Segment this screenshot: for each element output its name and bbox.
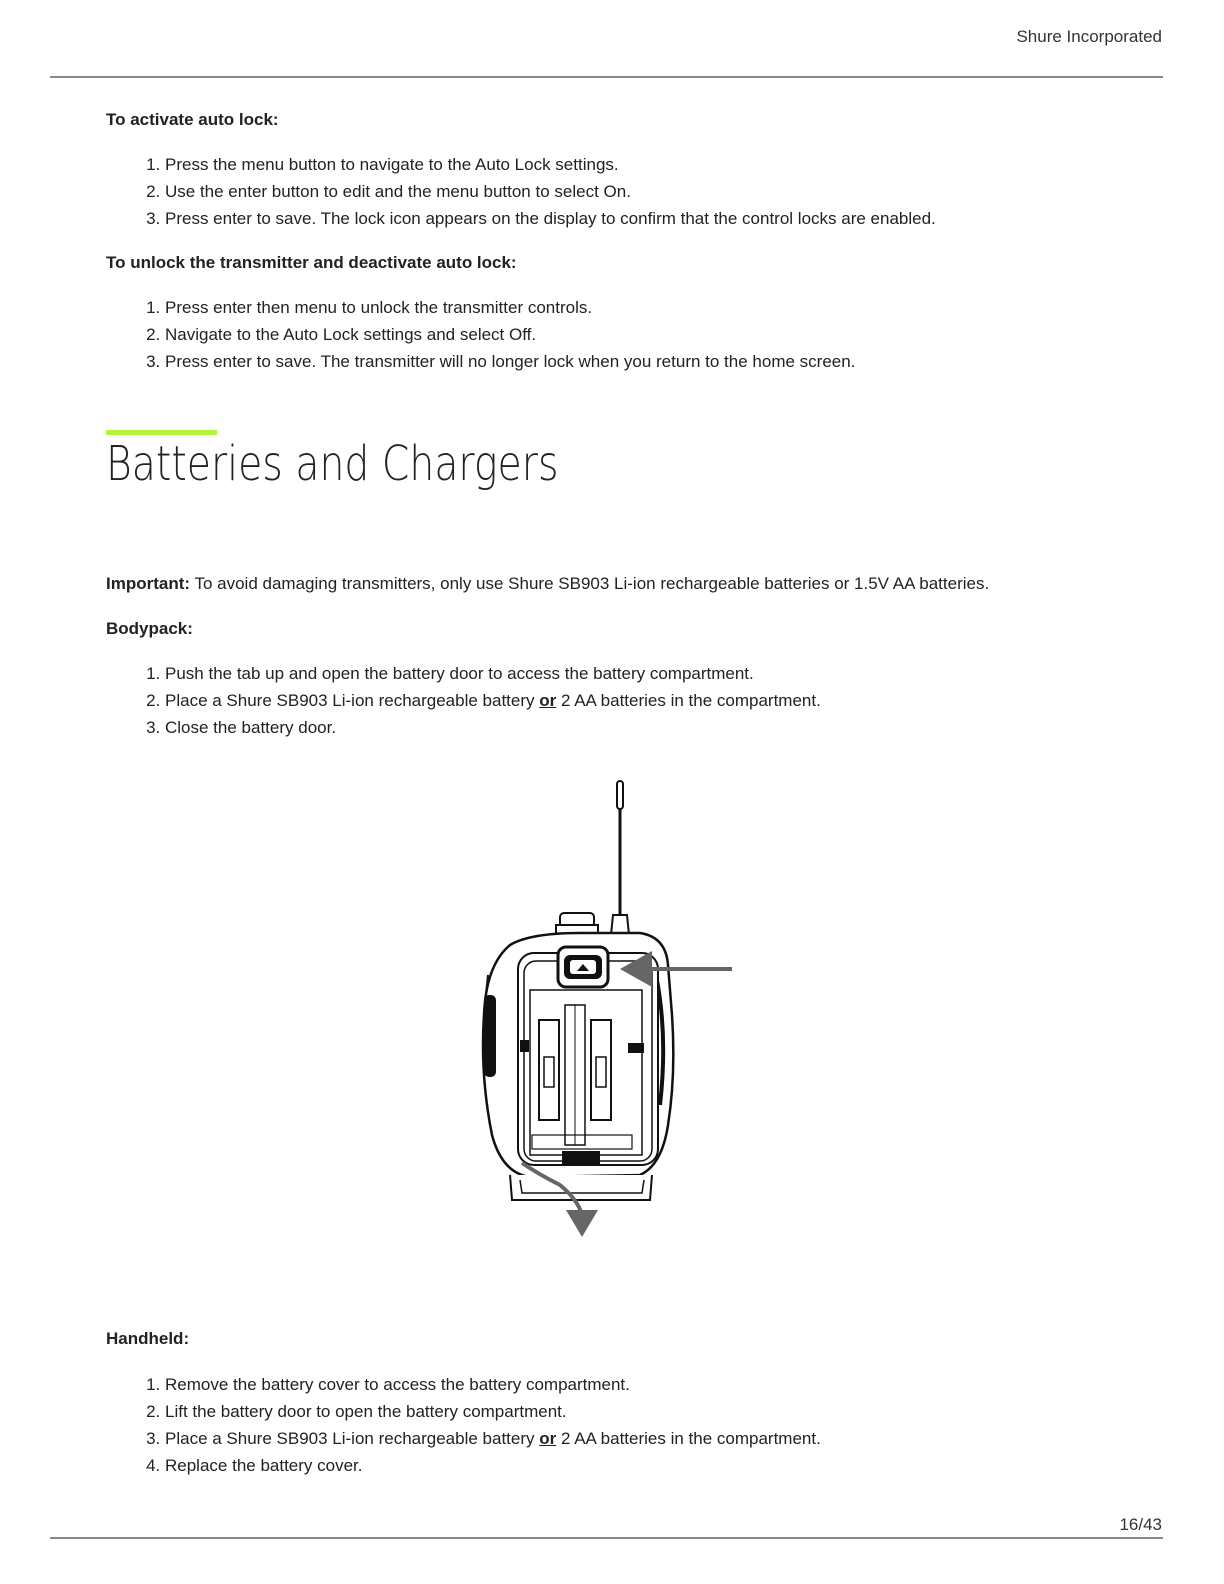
antenna-icon xyxy=(611,781,629,935)
list-item: 2. Use the enter button to edit and the menu button to select On. xyxy=(165,178,936,205)
list-item: 3. Press enter to save. The transmitter will no longer lock when you return to the home screen. xyxy=(165,348,855,375)
important-text: To avoid damaging transmitters, only use Shure SB903 Li-ion rechargeable batteries or 1.5V AA batteries. xyxy=(190,574,990,593)
bodypack-steps xyxy=(106,660,821,741)
activate-steps xyxy=(106,151,936,232)
handheld-steps xyxy=(106,1371,821,1479)
list-item: 4. Replace the battery cover. xyxy=(165,1452,821,1479)
bodypack-battery-illustration xyxy=(470,775,750,1245)
section-accent-bar xyxy=(106,430,217,435)
step-text-pre: Place a Shure SB903 Li-ion rechargeable battery xyxy=(165,1429,540,1448)
step-text-post: 2 AA batteries in the compartment. xyxy=(556,1429,821,1448)
list-item xyxy=(165,1425,821,1452)
handheld-heading: Handheld: xyxy=(106,1329,190,1348)
deactivate-steps xyxy=(106,294,855,375)
list-item: 1. Press enter then menu to unlock the transmitter controls. xyxy=(165,294,855,321)
list-item: 1. Press the menu button to navigate to the Auto Lock settings. xyxy=(165,151,936,178)
footer-divider xyxy=(50,1537,1163,1539)
step-text-emphasis: or xyxy=(539,691,557,710)
section-title: Batteries and Chargers xyxy=(106,436,559,492)
battery-door-tab-icon xyxy=(558,947,608,987)
important-note xyxy=(106,574,989,594)
deactivate-heading: To unlock the transmitter and deactivate auto lock: xyxy=(106,253,517,272)
list-item: 2. Navigate to the Auto Lock settings and select Off. xyxy=(165,321,855,348)
step-text-post: 2 AA batteries in the compartment. xyxy=(556,691,821,710)
step-text-pre: Place a Shure SB903 Li-ion rechargeable battery xyxy=(165,691,540,710)
page-number: 16/43 xyxy=(1119,1515,1162,1534)
header-divider xyxy=(50,76,1163,78)
list-item: 1. Remove the battery cover to access the battery compartment. xyxy=(165,1371,821,1398)
header-company: Shure Incorporated xyxy=(1016,27,1162,46)
list-item: 2. Lift the battery door to open the battery compartment. xyxy=(165,1398,821,1425)
list-item xyxy=(165,687,821,714)
list-item: 3. Press enter to save. The lock icon appears on the display to confirm that the control locks are enabled. xyxy=(165,205,936,232)
bodypack-heading: Bodypack: xyxy=(106,619,193,638)
step-text-emphasis: or xyxy=(539,1429,557,1448)
list-item: 3. Close the battery door. xyxy=(165,714,821,741)
important-label: Important: xyxy=(106,574,191,593)
list-item: 1. Push the tab up and open the battery door to access the battery compartment. xyxy=(165,660,821,687)
activate-heading: To activate auto lock: xyxy=(106,110,279,129)
